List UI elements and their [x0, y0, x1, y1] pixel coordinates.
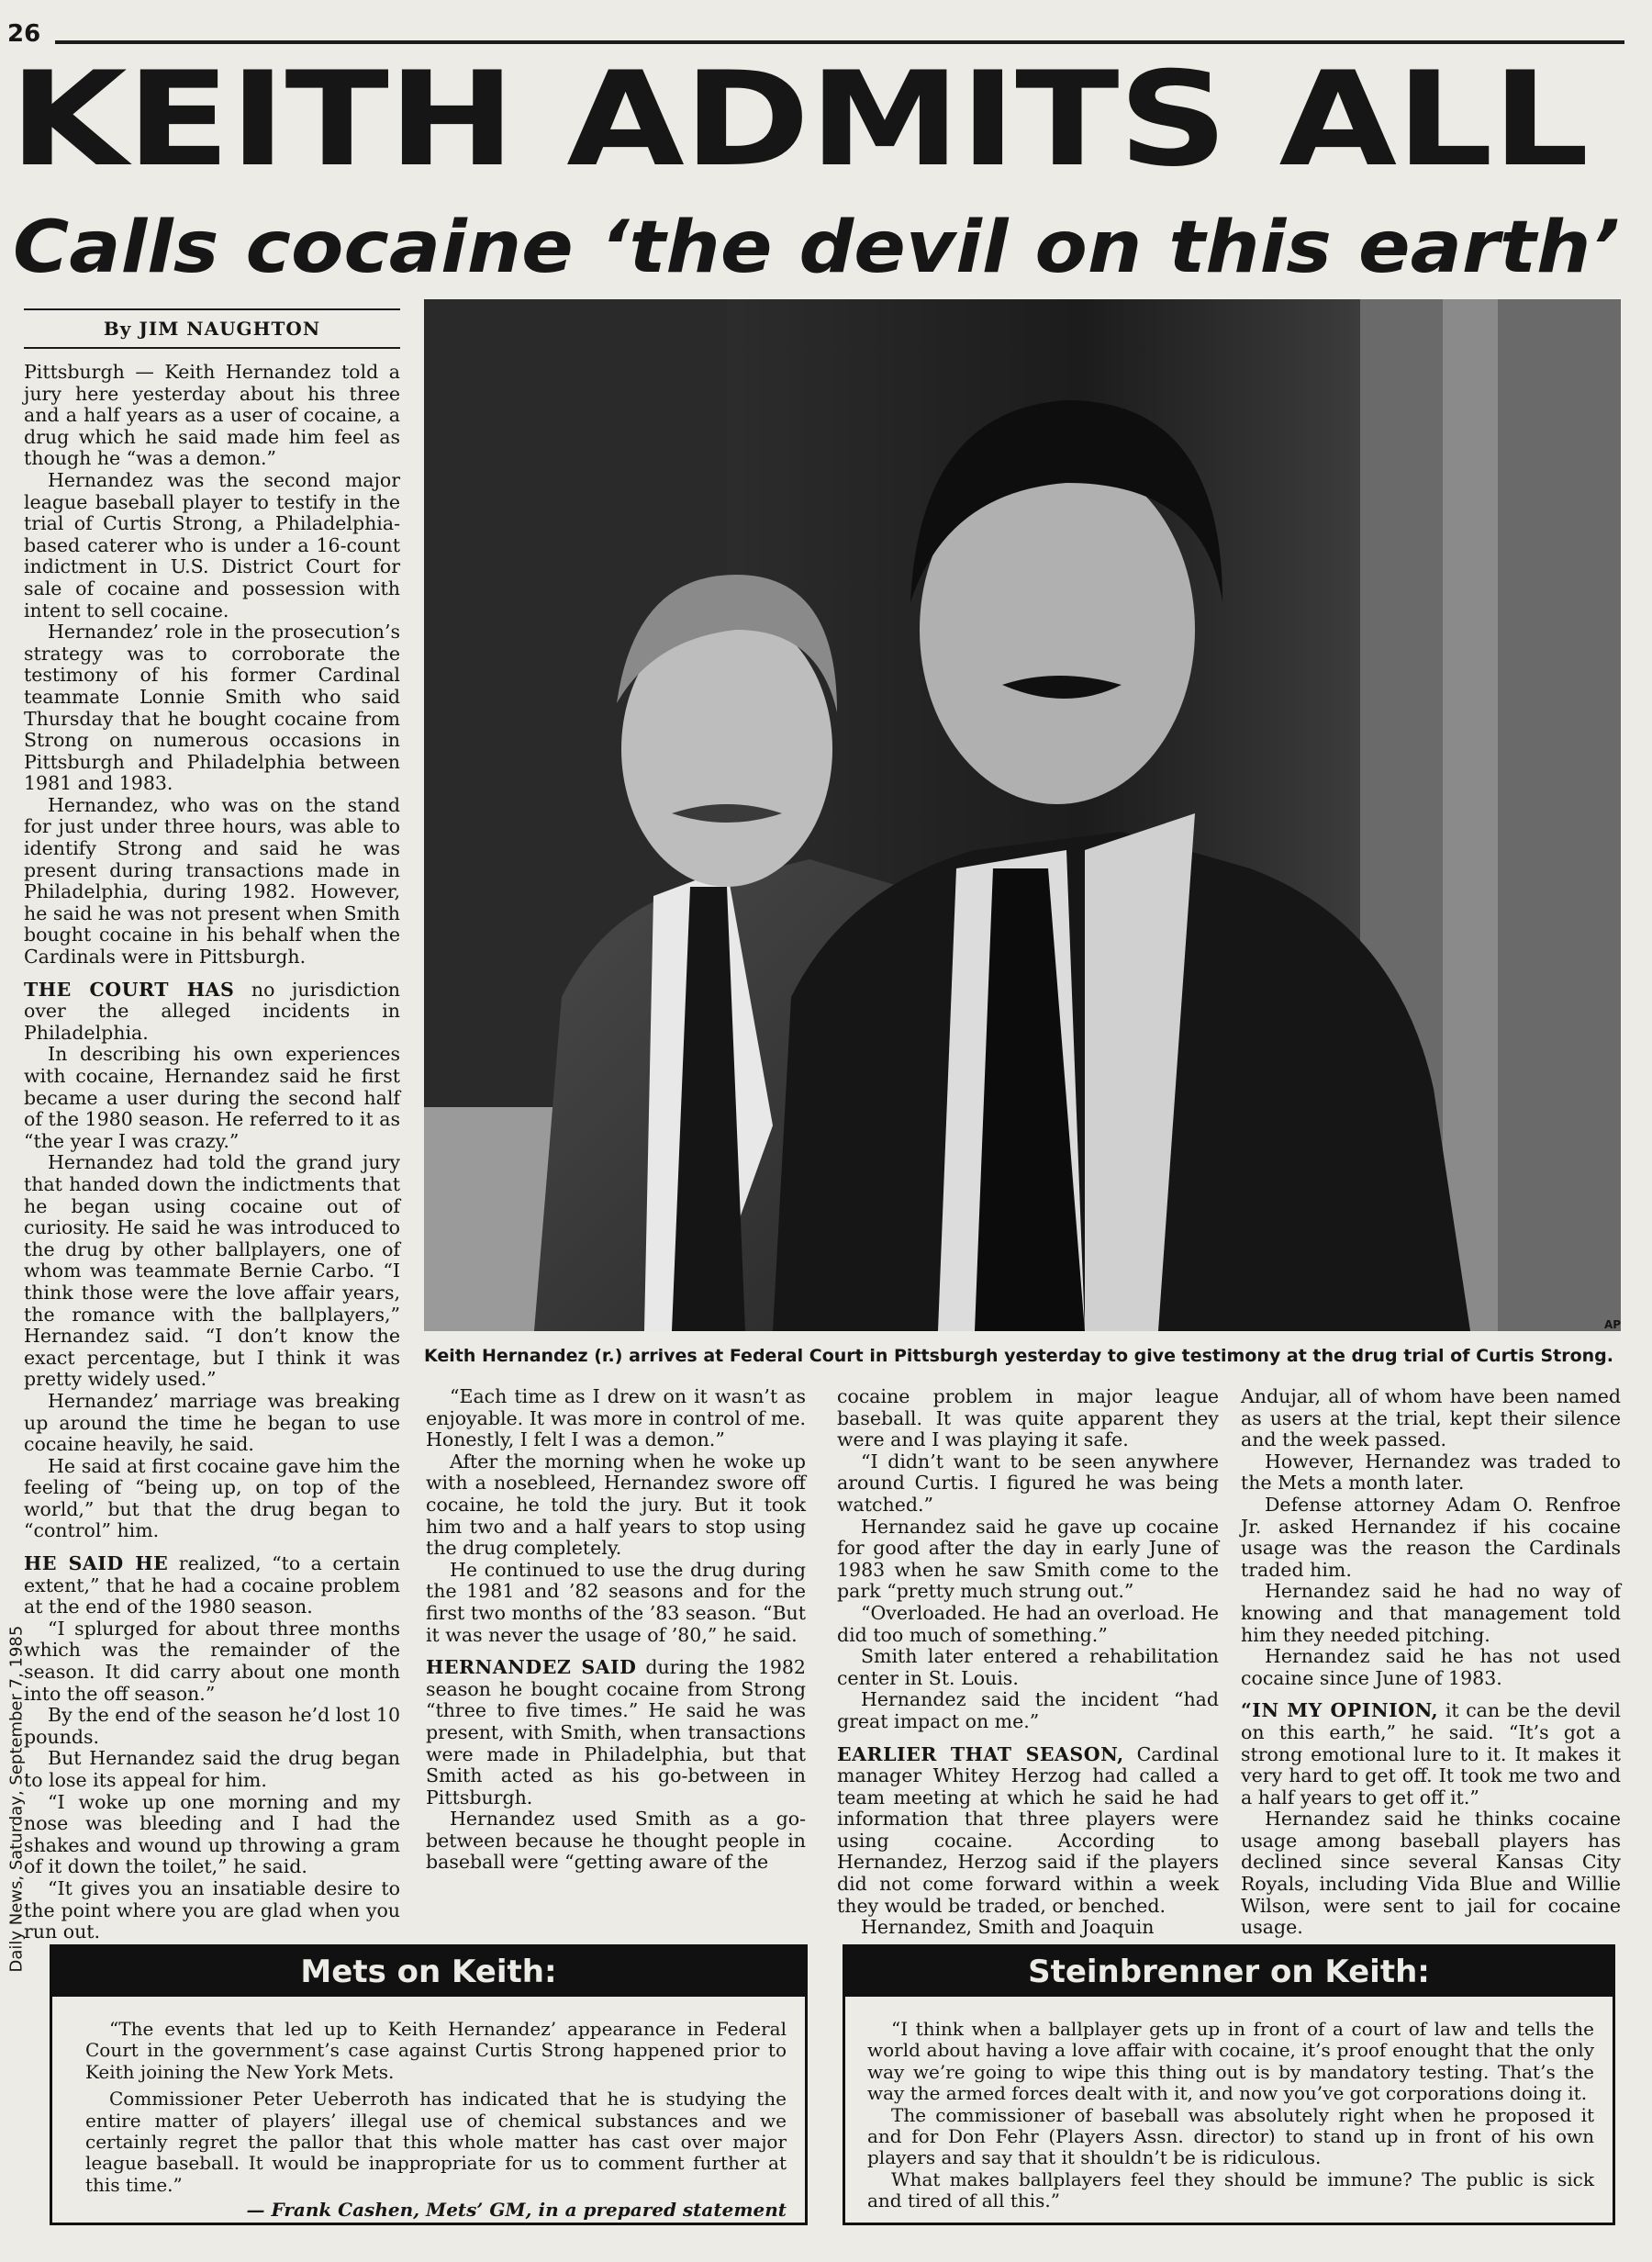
paragraph-text: Cardinal manager Whitey Herzog had called a team meeting at which he said he had information that three players were using cocaine. According to Hernandez, Herzog said if the players did not come forward within a week they would be traded, or benched.	[837, 1742, 1219, 1917]
subhead-lead-in: “IN MY OPINION,	[1241, 1699, 1439, 1722]
article-column-1	[24, 362, 400, 1943]
paragraph: Hernandez, Smith and Joaquin	[861, 1916, 1155, 1939]
paragraph-text: realized, “to a certain extent,” that he had a cocaine problem at the end of the 1980 season.	[24, 1552, 400, 1618]
paragraph-text: no jurisdiction over the alleged incidents in Philadelphia.	[24, 978, 400, 1044]
photo-credit: AP	[1604, 1318, 1622, 1331]
paragraph: Hernandez said the incident “had great impact on me.”	[837, 1688, 1219, 1732]
steinbrenner-box-title: Steinbrenner on Keith:	[845, 1947, 1613, 1997]
photo-illustration	[424, 299, 1621, 1331]
mets-box-attribution: — Frank Cashen, Mets’ GM, in a prepared statement	[246, 2199, 787, 2222]
paragraph-text: it can be the devil on this earth,” he said. “It’s got a strong emotional lure to it. It makes it very hard to get off. It took me two and a half years to get off it.”	[1241, 1699, 1621, 1808]
article-column-4	[1241, 1386, 1621, 1939]
quote-paragraph: Commissioner Peter Ueberroth has indicated that he is studying the entire matter of players’ illegal use of chemical substances and we certainly regret the pallor that this whole matter has cast over major league baseball. It would be inappropriate for us to comment further at this time.”	[85, 2088, 787, 2196]
subhead-lead-in: THE COURT HAS	[24, 978, 235, 1001]
quote-paragraph: The commissioner of baseball was absolutely right when he proposed it and for Don Fehr (Players Assn. director) to stand up in front of his own players and say that it shouldn’t be is ridiculous.	[867, 2103, 1594, 2169]
headline: KEITH ADMITS ALL	[9, 44, 1589, 196]
paragraph-text: during the 1982 season he bought cocaine from Strong “three to five times.” He said he was present, with Smith, when transactions were made in Philadelphia, but that Smith acted as his go-between in Pittsburgh.	[426, 1656, 806, 1808]
quote-paragraph: What makes ballplayers feel they should be immune? The public is sick and tired of all this.”	[867, 2167, 1594, 2212]
steinbrenner-box-body	[845, 1997, 1613, 2212]
paragraph: Pittsburgh — Keith Hernandez told a jury here yesterday about his three and a half years as a user of cocaine, a drug which he said made him feel as though he “was a demon.”	[24, 361, 400, 470]
quote-paragraph: “I think when a ballplayer gets up in front of a court of law and tells the world about having a love affair with cocaine, it’s proof enought that the only way we’re going to wipe this thing out is by mandatory testing. That’s the way the armed forces dealt with it, and now you’ve got corporations doing it.	[867, 2018, 1594, 2105]
page-number: 26	[7, 20, 41, 48]
paragraph	[837, 1744, 1219, 1918]
paragraph: “I splurged for about three months which was the remainder of the season. It did carry about one month into the off season.”	[24, 1617, 400, 1705]
paragraph: Hernandez, who was on the stand for just under three hours, was able to identify Strong and said he was present during transactions made in Philadelphia, during 1982. However, he said he was not present when Smith bought cocaine in his behalf when the Cardinals were in Pittsburgh.	[24, 793, 400, 969]
subhead-lead-in: EARLIER THAT SEASON,	[837, 1742, 1124, 1765]
dateline-side-text: Daily News, Saturday, September 7, 1985	[6, 1625, 27, 1973]
paragraph: Andujar, all of whom have been named as users at the trial, kept their silence and the week passed.	[1241, 1385, 1621, 1451]
paragraph: In describing his own experiences with cocaine, Hernandez said he first became a user during the second half of the 1980 season. He referred to it as “the year I was crazy.”	[24, 1043, 400, 1152]
byline-rule-bottom	[24, 347, 400, 349]
mets-quote-box	[50, 1944, 808, 2225]
byline-rule	[24, 308, 400, 310]
paragraph	[1241, 1700, 1621, 1808]
paragraph: “I woke up one morning and my nose was bleeding and I had the shakes and wound up throwing a gram of it down the toilet,” he said.	[24, 1790, 400, 1878]
paragraph: After the morning when he woke up with a nosebleed, Hernandez swore off cocaine, he told the jury. But it took him two and a half years to stop using the drug completely.	[426, 1450, 806, 1560]
news-photo	[424, 299, 1621, 1331]
paragraph: cocaine problem in major league baseball. It was quite apparent they were and I was playing it safe.	[837, 1385, 1219, 1451]
article-column-2	[426, 1386, 806, 1874]
steinbrenner-quote-box	[843, 1944, 1615, 2225]
paragraph: Defense attorney Adam O. Renfroe Jr. asked Hernandez if his cocaine usage was the reason the Cardinals traded him.	[1241, 1493, 1621, 1581]
article-column-3	[837, 1386, 1219, 1939]
paragraph: “Each time as I drew on it wasn’t as enjoyable. It was more in control of me. Honestly, I felt I was a demon.”	[426, 1385, 806, 1451]
paragraph: He said at first cocaine gave him the feeling of “being up, on top of the world,” but that the drug began to “control” him.	[24, 1454, 400, 1542]
paragraph: He continued to use the drug during the 1981 and ’82 seasons and for the first two months of the ’83 season. “But it was never the usage of ’80,” he said.	[426, 1558, 806, 1646]
paragraph: “Overloaded. He had an overload. He did too much of something.”	[837, 1601, 1220, 1646]
paragraph	[24, 980, 400, 1045]
paragraph: But Hernandez said the drug began to lose its appeal for him.	[24, 1747, 400, 1791]
mets-box-title: Mets on Keith:	[52, 1947, 805, 1997]
paragraph: Smith later entered a rehabilitation center in St. Louis.	[837, 1645, 1219, 1689]
paragraph: By the end of the season he’d lost 10 pounds.	[24, 1704, 400, 1748]
subhead-lead-in: HE SAID HE	[24, 1552, 169, 1575]
mets-box-body	[52, 1997, 805, 2222]
byline: By JIM NAUGHTON	[103, 318, 321, 340]
paragraph: Hernandez said he had no way of knowing and that management told him they needed pitching.	[1241, 1580, 1621, 1646]
quote-paragraph: “The events that led up to Keith Hernandez’ appearance in Federal Court in the government’s case against Curtis Strong happened prior to Keith joining the New York Mets.	[85, 2018, 787, 2083]
paragraph: Hernandez used Smith as a go-between because he thought people in baseball were “getting aware of the	[426, 1808, 806, 1874]
paragraph	[426, 1657, 806, 1808]
paragraph: Hernandez said he has not used cocaine since June of 1983.	[1241, 1645, 1621, 1689]
paragraph: Hernandez’ marriage was breaking up around the time he began to use cocaine heavily, he said.	[24, 1389, 400, 1456]
photo-caption: Keith Hernandez (r.) arrives at Federal Court in Pittsburgh yesterday to give testimony at the drug trial of Curtis Strong.	[424, 1346, 1613, 1366]
paragraph: However, Hernandez was traded to the Mets a month later.	[1241, 1450, 1621, 1495]
paragraph: “I didn’t want to be seen anywhere around Curtis. I figured he was being watched.”	[837, 1450, 1219, 1516]
paragraph: Hernandez said he gave up cocaine for good after the day in early June of 1983 when he saw Smith come to the park “pretty much strung out.”	[837, 1515, 1219, 1603]
paragraph: Hernandez said he thinks cocaine usage among baseball players has declined since several Kansas City Royals, including Vida Blue and Willie Wilson, were sent to jail for cocaine usage.	[1241, 1808, 1621, 1939]
subhead-lead-in: HERNANDEZ SAID	[426, 1656, 637, 1679]
paragraph: “It gives you an insatiable desire to the point where you are glad when you run out.	[24, 1876, 400, 1943]
paragraph: Hernandez’ role in the prosecution’s strategy was to corroborate the testimony of his former Cardinal teammate Lonnie Smith who said Thursday that he bought cocaine from Strong on numerous occasions in Pittsburgh and Philadelphia between 1981 and 1983.	[24, 621, 400, 795]
paragraph: Hernandez was the second major league baseball player to testify in the trial of Curtis Strong, a Philadelphia-based caterer who is under a 16-count indictment in U.S. District Court for sale of cocaine and possession with intent to sell cocaine.	[24, 468, 400, 621]
paragraph: Hernandez had told the grand jury that handed down the indictments that he began using cocaine out of curiosity. He said he was introduced to the drug by other ballplayers, one of whom was teammate Bernie Carbo. “I think those were the love affair years, the romance with the ballplayers,” Hernandez said. “I don’t know the exact percentage, but I think it was pretty widely used.”	[24, 1151, 400, 1391]
subheadline: Calls cocaine ‘the devil on this earth’	[13, 207, 1621, 289]
paragraph	[24, 1553, 400, 1618]
